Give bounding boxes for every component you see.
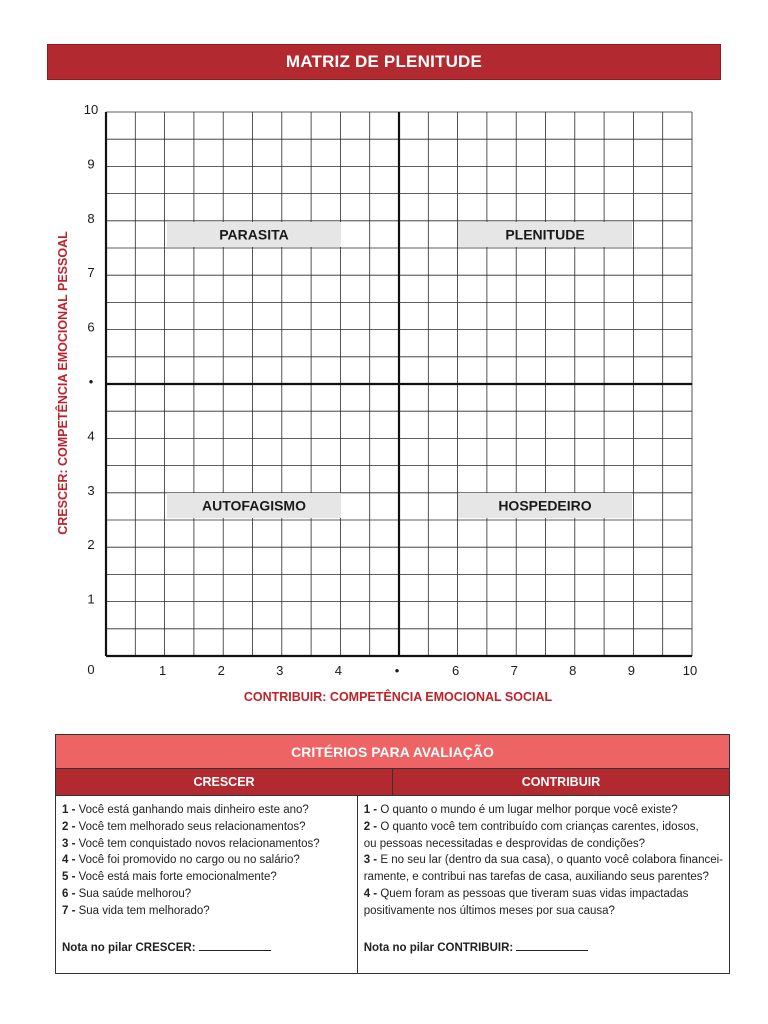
nota-contribuir-blank[interactable] [516,940,588,951]
y-tick-label: • [88,374,94,389]
page-title: MATRIZ DE PLENITUDE [47,44,721,80]
x-axis-ticks [159,663,697,678]
x-tick-label: 8 [569,663,577,678]
quadrant-autofagismo-label: AUTOFAGISMO [202,497,306,514]
contribuir-question [364,869,723,886]
quadrant-plenitude-label: PLENITUDE [505,226,585,243]
quadrant-hospedeiro [458,493,632,518]
y-axis-title: CRESCER: COMPETÊNCIA EMOCIONAL PESSOAL [56,231,70,535]
crescer-question-text: Você tem conquistado novos relacionamentos? [75,837,320,850]
y-tick-label: 6 [87,319,95,335]
quadrant-autofagismo [167,493,341,518]
x-tick-label: 7 [510,663,518,678]
contribuir-question [364,836,723,853]
contribuir-question-number: 3 - [363,854,378,867]
crescer-question-text: Você foi promovido no cargo ou no salário? [75,854,300,867]
nota-crescer-label: Nota no pilar CRESCER: [62,941,199,954]
contribuir-question-text: ou pessoas necessitadas e desprovidas de condições? [363,837,646,850]
crescer-question [62,869,351,886]
crescer-question-number: 4 - [62,854,76,867]
y-axis-ticks [84,102,98,607]
quadrant-parasita-label: PARASITA [219,226,289,243]
contribuir-question-text: ramente, e contribui nas tarefas de casa, auxiliando seus parentes? [363,871,709,884]
y-tick-label: 1 [87,591,95,607]
nota-contribuir-field[interactable] [364,940,723,957]
contribuir-question [364,802,723,819]
contribuir-question-text: O quanto o mundo é um lugar melhor porque você existe? [377,804,678,816]
crescer-question-number: 7 - [62,904,76,917]
crescer-question-number: 5 - [62,871,76,884]
crescer-question-list [62,802,351,920]
crescer-question-number: 2 - [62,820,76,833]
contribuir-question-list [364,802,723,920]
crescer-question [62,819,351,836]
contribuir-question [364,903,723,920]
contribuir-question-text: O quanto você tem contribuído com crianças carentes, idosos, [377,820,699,833]
x-tick-label: 10 [682,663,698,678]
x-tick-label: 2 [217,663,225,678]
contribuir-criteria [357,796,729,973]
x-tick-label: • [394,663,400,678]
y-tick-label: 4 [87,428,95,444]
y-tick-label: 10 [83,102,99,117]
nota-contribuir-label: Nota no pilar CONTRIBUIR: [363,941,517,954]
crescer-question-text: Você está mais forte emocionalmente? [75,871,277,884]
x-tick-label: 3 [276,663,284,678]
x-tick-label: 6 [451,663,460,678]
x-tick-label: 4 [334,663,343,678]
crescer-question [62,886,351,903]
x-axis-title: CONTRIBUIR: COMPETÊNCIA EMOCIONAL SOCIAL [243,690,553,704]
contribuir-question-text: E no seu lar (dentro da sua casa), o quanto você colabora financei- [377,854,723,867]
crescer-question-number: 3 - [62,837,76,850]
crescer-question [62,852,351,869]
criteria-table [55,734,730,974]
crescer-question-number: 6 - [62,887,76,900]
quadrant-hospedeiro-label: HOSPEDEIRO [498,497,592,514]
y-tick-label: 7 [87,265,95,281]
contribuir-question-text: positivamente nos últimos meses por sua causa? [363,904,615,917]
contribuir-question-number: 4 - [363,887,378,900]
x-tick-label: 1 [158,663,167,678]
contribuir-question [364,852,723,869]
contribuir-question-number: 2 - [363,820,378,833]
nota-crescer-blank[interactable] [199,940,271,951]
y-tick-label: 9 [87,156,95,172]
contribuir-question [364,819,723,836]
crescer-question [62,802,351,819]
crescer-question-text: Você está ganhando mais dinheiro este ano? [75,804,309,816]
crescer-question-text: Você tem melhorado seus relacionamentos? [75,820,306,833]
grid-lines [106,112,692,656]
y-tick-label: 2 [87,537,95,553]
nota-crescer-field[interactable] [62,940,351,957]
contribuir-question-text: Quem foram as pessoas que tiveram suas vidas impactadas [377,887,689,900]
crescer-question [62,836,351,853]
contribuir-question [364,886,723,903]
contribuir-question-number: 1 - [363,804,378,816]
criteria-heading: CRITÉRIOS PARA AVALIAÇÃO [56,735,729,769]
contribuir-header: CONTRIBUIR [392,769,729,795]
crescer-question [62,903,351,920]
crescer-header: CRESCER [56,769,392,795]
crescer-question-text: Sua vida tem melhorado? [75,904,210,917]
y-tick-label: 8 [87,210,95,226]
origin-label: 0 [87,662,95,677]
y-tick-label: 3 [87,482,95,498]
x-tick-label: 9 [627,663,636,678]
crescer-question-text: Sua saúde melhorou? [75,887,192,900]
quadrant-parasita [167,222,341,247]
crescer-criteria [56,796,357,973]
quadrant-plenitude [458,222,632,247]
crescer-question-number: 1 - [62,804,76,816]
